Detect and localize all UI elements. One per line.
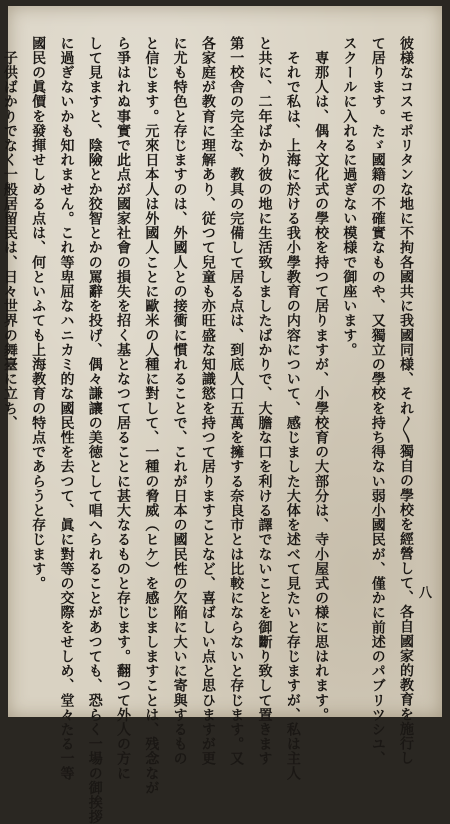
text-line: 専那人は、偶々文化式の學校を持つて居りますが、小學校育の大部分は、寺小屋式の様に思はれます。 <box>313 36 330 723</box>
text-line: 彼様なコスモポリタンな地に不拘各國共に我國同様、それ〳〵獨自の學校を經營して、各自國家的教育を施行し <box>398 36 414 766</box>
text-line: と信じます。元來日本人は外國人ことに歐米の人種に對して、一種の脅威（ヒケ）を感じましますことは、残念なが <box>143 36 160 796</box>
text-line: 國民の眞價を發揮せしめる点は、何といふても上海教育の特点であらうと存じます。 <box>30 36 47 591</box>
text-line: 子供ばかりでなく一般居留民は、日々世界の舞臺に立ち、 <box>1 36 18 431</box>
text-line: 各家庭が教育に理解あり、従つて兒童も亦旺盛な知識慾を持つて居りますことなど、喜ばしい点と思ひますが更 <box>199 36 216 766</box>
page-number: 八 <box>418 586 432 601</box>
text-line: ら爭はれぬ事實で此点が國家社會の損失を招く基となつて居ることに甚大なるものと存じます。翻つて外人の方に <box>115 36 132 781</box>
body-text <box>0 36 420 824</box>
text-line: して見ますと、陰險とか狡智とかの罵辭を投げ、偶々謙讓の美徳として唱へられることがあつても、恐らく一場の御挨拶 <box>86 36 103 824</box>
text-line: スクールに入れるに過ぎない模様で御座います。 <box>341 36 358 358</box>
text-line: に過ぎないかも知れません。これ等卑屈なハニカミ的な國民性を去つて、眞に對等の交際をせしめ、堂々たる一等 <box>58 36 75 781</box>
text-line: に尤も特色と存じますのは、外國人との接衝に慣れることで、これが日本の國民性の欠陥に大いに寄與するもの <box>171 36 188 766</box>
text-line: て居ります。たゞ國籍の不確實なものや、又獨立の學校を持ち得ない弱小國民が、僅かに前述のパブリツシユ、 <box>369 36 386 766</box>
text-line: と共に、二年ばかり彼の地に生活致しましたばかりで、大膽な口を利ける譯でないことを御斷り致して置きます <box>256 36 273 766</box>
text-line: それで私は、上海に於ける我小學教育の内容について、感じました大体を述べて見たいと存じますが、私は主人 <box>284 36 301 781</box>
book-page <box>1 6 442 824</box>
text-line: 第一校舎の完全な、教具の完備して居る点は、到底人口五萬を擁する奈良市とは比較にならないと存じます。又 <box>228 36 245 766</box>
